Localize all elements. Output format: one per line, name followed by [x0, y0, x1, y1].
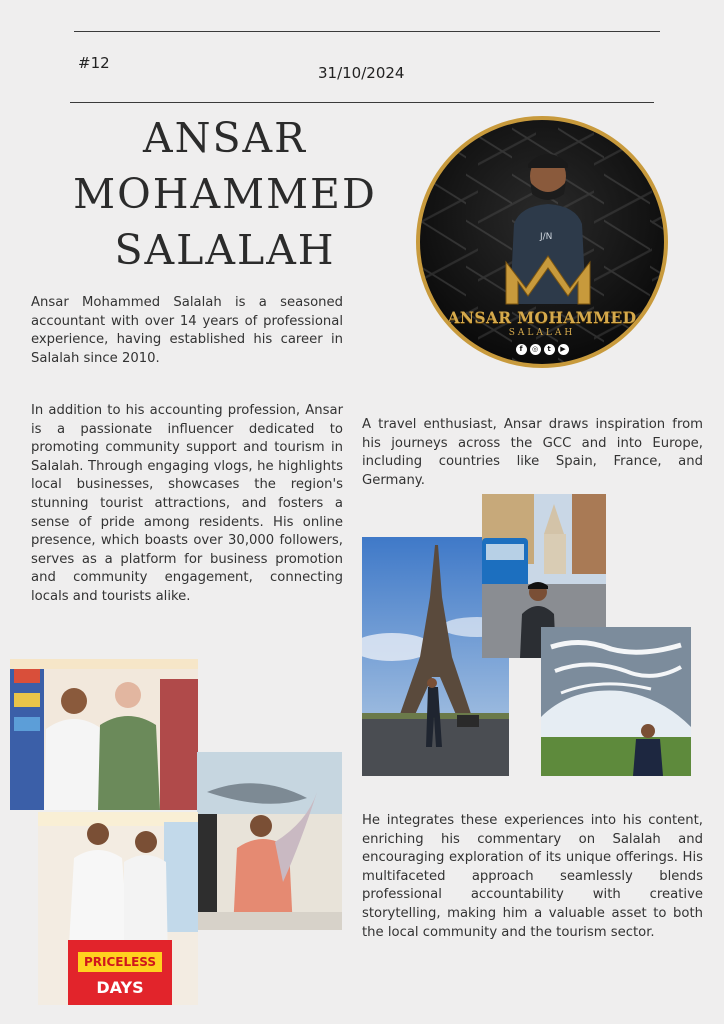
badge-subtitle: SALALAH [508, 328, 576, 338]
title-line-2: MOHAMMED [73, 170, 377, 218]
instagram-icon: ◎ [530, 344, 541, 355]
header-rule [70, 102, 654, 103]
museum-of-future-photo [541, 627, 691, 776]
top-rule [74, 31, 660, 32]
twitter-icon: t [544, 344, 555, 355]
influencer-paragraph: In addition to his accounting profession, Ansar is a passionate influencer dedicated to promoting community support and tourism in Salalah. Through engaging vlogs, he highlights local businesses, showcases the region's stunning tourist attractions, and fosters a sense of pride among residents. His online presence, which boasts over 30,000 followers, serves as a platform for business promotion and community engagement, connecting locals and tourists alike. [31, 403, 343, 604]
closing-paragraph: He integrates these experiences into his content, enriching his commentary on Salalah and encouraging exploration of its unique offerings. His multifaceted approach seamlessly blends professional accountability with creative storytelling, making him a valuable asset to both the local community and the tourism sector. [362, 813, 703, 940]
travel-paragraph: A travel enthusiast, Ansar draws inspiration from his journeys across the GCC and into Europe, including countries like Spain, France, and Germany. [362, 417, 703, 488]
priceless-banner-top: PRICELESS [83, 955, 157, 969]
facebook-icon: f [516, 344, 527, 355]
issue-number: #12 [78, 54, 110, 72]
title-line-1: ANSAR [142, 114, 308, 162]
badge-name: ANSAR MOHAMMED [447, 308, 637, 327]
issue-date: 31/10/2024 [318, 64, 405, 82]
badge-monogram-logo [502, 248, 594, 306]
badge-social-icons [420, 344, 664, 355]
fish-counter-photo [197, 752, 342, 930]
supermarket-photo-1 [10, 659, 198, 810]
youtube-icon: ▶ [558, 344, 569, 355]
svg-text:J/N: J/N [540, 232, 553, 242]
intro-paragraph: Ansar Mohammed Salalah is a seasoned accountant with over 14 years of professional experience, having established his career in Salalah since 2010. [31, 295, 343, 366]
supermarket-photo-2 [38, 812, 198, 1005]
priceless-banner-bottom: DAYS [96, 978, 144, 997]
page-title [70, 110, 380, 278]
profile-badge [416, 116, 668, 368]
title-line-3: SALALAH [114, 226, 336, 274]
